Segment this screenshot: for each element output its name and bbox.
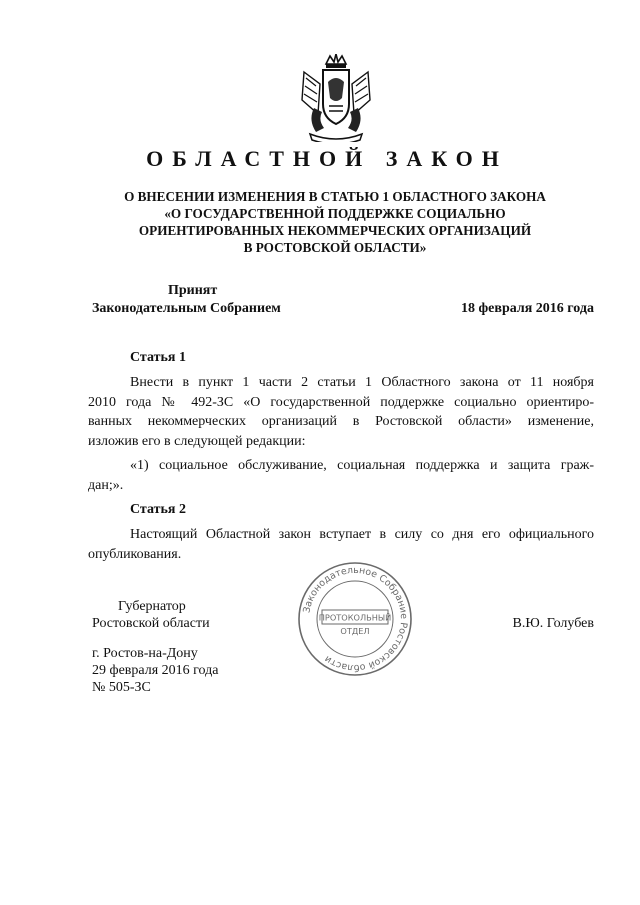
article-1-paragraph-2 [88, 456, 594, 495]
signing-city: г. Ростов-на-Дону [92, 646, 198, 661]
article-2-heading: Статья 2 [130, 502, 186, 517]
subtitle-line: О ВНЕСЕНИИ ИЗМЕНЕНИЯ В СТАТЬЮ 1 ОБЛАСТНОГО ЗАКОНА [124, 189, 546, 204]
stamp-inner-line-2: ОТДЕЛ [340, 626, 370, 636]
stamp-outer-text: Законодательное Собрание Ростовской области [301, 564, 410, 674]
law-number: № 505-ЗС [92, 680, 151, 695]
subtitle-line: «О ГОСУДАРСТВЕННОЙ ПОДДЕРЖКЕ СОЦИАЛЬНО [164, 206, 506, 221]
text-line: 2010 года № 492-ЗС «О государственной поддержке социально ориентиро- [88, 394, 594, 410]
rostov-oblast-coat-of-arms-icon [296, 54, 376, 142]
text-line: изложив его в следующей редакции: [88, 433, 306, 449]
official-stamp [296, 560, 414, 678]
article-1-heading: Статья 1 [130, 350, 186, 365]
text-line: опубликования. [88, 546, 182, 562]
text-line: Внести в пункт 1 части 2 статьи 1 Областного закона от 11 ноября [130, 375, 594, 390]
law-subtitle [95, 188, 575, 256]
adopted-label: Принят [168, 283, 218, 298]
text-line: ванных некоммерческих организаций в Ростовской области» изменение, [88, 414, 594, 429]
stamp-inner-line-1: ПРОТОКОЛЬНЫЙ [318, 612, 392, 623]
signing-date: 29 февраля 2016 года [92, 663, 219, 678]
law-title: ОБЛАСТНОЙ ЗАКОН [146, 146, 508, 171]
signatory-name: В.Ю. Голубев [512, 616, 594, 631]
signatory-position-line-2: Ростовской области [92, 616, 210, 631]
text-line: «1) социальное обслуживание, социальная поддержка и защита граж- [130, 458, 594, 473]
adopted-date: 18 февраля 2016 года [461, 301, 594, 316]
article-1-paragraph-1 [88, 373, 594, 451]
subtitle-line: ОРИЕНТИРОВАННЫХ НЕКОММЕРЧЕСКИХ ОРГАНИЗАЦИЙ [138, 223, 532, 238]
adopted-by: Законодательным Собранием [92, 301, 281, 316]
text-line: Настоящий Областной закон вступает в силу со дня его официального [130, 527, 594, 542]
article-2-paragraph [88, 525, 594, 564]
subtitle-line: В РОСТОВСКОЙ ОБЛАСТИ» [243, 240, 427, 255]
signatory-position-line-1: Губернатор [118, 599, 186, 614]
text-line: дан;». [88, 477, 124, 493]
